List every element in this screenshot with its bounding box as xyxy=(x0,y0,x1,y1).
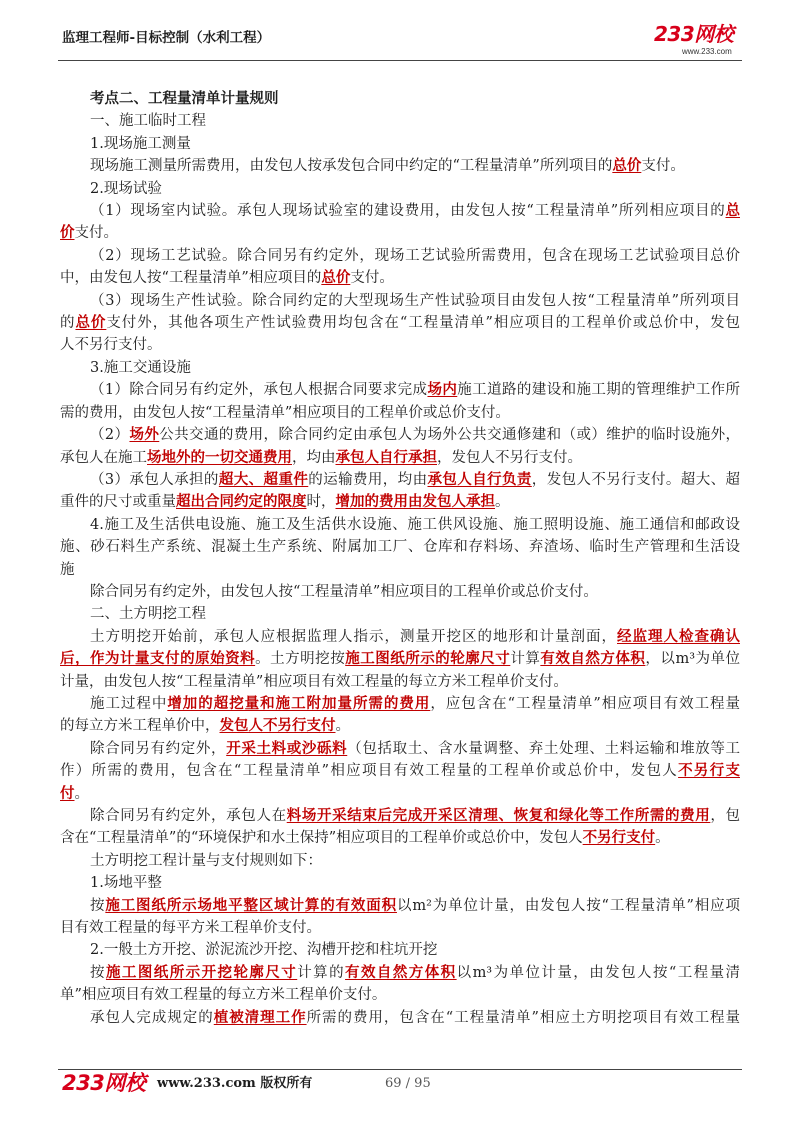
body-text-segment: 计算 xyxy=(510,651,541,668)
body-text-segment: 除合同另有约定外，承包人在 xyxy=(90,808,287,824)
body-text-segment: 施工过程中 xyxy=(90,695,168,712)
text-line xyxy=(60,200,740,222)
body-text-segment: 2.一般土方开挖、淤泥流沙开挖、沟槽开挖和柱坑开挖 xyxy=(90,942,438,959)
text-line xyxy=(60,514,740,536)
section-heading xyxy=(60,88,740,110)
highlighted-text: 施工图纸所示开挖轮廓尺寸 xyxy=(105,963,298,981)
highlighted-text: 总价 xyxy=(612,157,642,175)
highlighted-text: 不另行支付 xyxy=(582,829,656,847)
document-body xyxy=(60,88,740,1029)
body-text-segment: 所需的费用，包含在“工程量清单”相应土方明挖项目有效工程量 xyxy=(306,1009,741,1026)
highlighted-text: 发包人不另行支付 xyxy=(219,717,336,735)
text-line xyxy=(60,671,740,693)
text-line xyxy=(60,178,740,200)
footer-copyright: www.233.com 版权所有 xyxy=(157,1076,313,1091)
text-line xyxy=(60,379,740,401)
body-text-segment: 1.场地平整 xyxy=(90,875,162,892)
text-line xyxy=(60,850,740,872)
body-text-segment: 承包人完成规定的 xyxy=(90,1009,214,1026)
body-text-segment: 中，由发包人按“工程量清单”相应项目的 xyxy=(60,270,322,287)
body-text-segment: 2.现场试验 xyxy=(90,180,162,197)
header-title: 监理工程师-目标控制（水利工程） xyxy=(62,30,271,46)
body-text-segment: 重件的尺寸或重量 xyxy=(60,494,176,511)
text-line xyxy=(60,581,740,603)
text-line xyxy=(60,626,740,648)
text-line xyxy=(60,312,740,334)
body-text-segment: 二、土方明挖工程 xyxy=(90,606,206,623)
highlighted-text: 总价 xyxy=(75,314,107,332)
body-text-segment: 一、施工临时工程 xyxy=(90,113,206,130)
body-text-segment: 以m³为单位计量，由发包人按“工程量清 xyxy=(456,964,741,981)
body-text-segment: 施 xyxy=(60,561,75,578)
highlighted-text: 超出合同约定的限度 xyxy=(176,493,307,511)
body-text-segment: 单”相应项目有效工程量的每立方米工程单价支付。 xyxy=(60,987,387,1004)
footer-logo: 233网校 xyxy=(62,1071,146,1095)
body-text-segment: 公共交通的费用，除合同约定由承包人为场外公共交通修建和（或）维护的临时设施外， xyxy=(159,427,741,444)
body-text-segment: 承包人在施工 xyxy=(60,449,147,466)
body-text-segment: 支付。 xyxy=(74,225,118,242)
body-text-segment: ，均由 xyxy=(292,449,336,466)
text-line xyxy=(60,895,740,917)
text-line xyxy=(60,491,740,513)
text-line xyxy=(60,133,740,155)
body-text-segment: 支付外，其他各项生产性试验费用均包含在“工程量清单”相应项目的工程单价或总价中，发包 xyxy=(106,315,741,332)
highlighted-text: 总 xyxy=(725,202,740,220)
body-text-segment: ，包 xyxy=(710,808,741,824)
body-text-segment: 作）所需的费用，包含在“工程量清单”相应项目有效工程量的工程单价或总价中，发包人 xyxy=(60,763,679,780)
body-text-segment: 的每立方米工程单价中， xyxy=(60,718,220,735)
highlighted-text: 料场开采结束后完成开采区清理、恢复和绿化等工作所需的费用 xyxy=(286,807,711,824)
body-text-segment: （1）除合同另有约定外，承包人根据合同要求完成 xyxy=(90,382,428,399)
highlighted-text: 施工图纸所示场地平整区域计算的有效面积 xyxy=(105,896,397,914)
text-line xyxy=(60,872,740,894)
text-line xyxy=(60,402,740,424)
body-text-segment: 时， xyxy=(306,494,336,511)
body-text-segment: （2）现场工艺试验。除合同另有约定外，现场工艺试验所需费用，包含在现场工艺试验项目总价 xyxy=(90,247,740,264)
text-line xyxy=(60,424,740,446)
body-text-segment: 需的费用，由发包人按“工程量清单”相应项目的工程单价或总价支付。 xyxy=(60,404,510,421)
body-text-segment: 土方明挖工程计量与支付规则如下： xyxy=(90,852,322,869)
body-text-segment: （1）现场室内试验。承包人现场试验室的建设费用，由发包人按“工程量清单”所列相应项目的 xyxy=(90,203,726,220)
body-text-segment: 4.施工及生活供电设施、施工及生活供水设施、施工供风设施、施工照明设施、施工通信和邮政设 xyxy=(90,516,740,533)
text-line xyxy=(60,559,740,581)
page-number: 69 / 95 xyxy=(385,1076,431,1091)
highlighted-text: 后，作为计量支付的原始资料 xyxy=(60,650,256,668)
text-line xyxy=(60,267,740,289)
text-line xyxy=(60,939,740,961)
text-line xyxy=(60,469,740,491)
body-text-segment: 除合同另有约定外，由发包人按“工程量清单”相应项目的工程单价或总价支付。 xyxy=(90,583,598,600)
highlighted-text: 开采土料或沙砾料 xyxy=(226,739,348,757)
body-text-segment: ，发包人不另行支付。 xyxy=(437,449,582,466)
header-divider xyxy=(58,60,742,61)
body-text-segment: 施工道路的建设和施工期的管理维护工作所 xyxy=(457,382,741,399)
header-logo: 233网校 xyxy=(654,22,734,46)
highlighted-text: 付 xyxy=(60,784,75,802)
text-line xyxy=(60,827,740,849)
body-text-segment: 支付。 xyxy=(641,158,685,175)
footer-divider xyxy=(58,1069,742,1070)
text-line xyxy=(60,357,740,379)
text-line xyxy=(60,715,740,737)
text-line xyxy=(60,693,740,715)
text-line xyxy=(60,760,740,782)
highlighted-text: 总价 xyxy=(321,269,351,287)
text-line xyxy=(60,334,740,356)
text-line xyxy=(60,603,740,625)
body-text-segment: 以m²为单位计量，由发包人按“工程量清单”相应项 xyxy=(396,897,741,914)
highlighted-text: 场地外的一切交通费用 xyxy=(147,448,292,466)
highlighted-text: 植被清理工作 xyxy=(213,1008,307,1026)
body-text-segment: （包括取土、含水量调整、弃土处理、土料运输和堆放等工 xyxy=(347,740,741,757)
body-text-segment: 目有效工程量的每平方米工程单价支付。 xyxy=(60,920,321,937)
text-line xyxy=(60,962,740,984)
body-text-segment: 支付。 xyxy=(350,270,394,287)
body-text-segment: 。 xyxy=(495,494,510,511)
text-line xyxy=(60,536,740,558)
highlighted-text: 经监理人检查确认 xyxy=(617,627,740,645)
text-line xyxy=(60,290,740,312)
highlighted-text: 施工图纸所示的轮廓尺寸 xyxy=(345,650,511,668)
highlighted-text: 增加的超挖量和施工附加量所需的费用 xyxy=(167,694,431,712)
body-text-segment: 人不另行支付。 xyxy=(60,337,162,354)
body-text-segment: 。土方明挖按 xyxy=(255,651,346,668)
text-line xyxy=(60,1007,740,1029)
body-text-segment: 的 xyxy=(60,315,76,332)
body-text-segment: ，以m³为单位 xyxy=(645,651,741,668)
body-text-segment: 1.现场施工测量 xyxy=(90,135,191,152)
body-text-segment: 除合同另有约定外， xyxy=(90,740,227,757)
text-line xyxy=(60,245,740,267)
body-text-segment: 。 xyxy=(74,785,89,802)
highlighted-text: 有效自然方体积 xyxy=(345,963,457,981)
highlighted-text: 价 xyxy=(60,224,75,242)
body-text-segment: 计量，由发包人按“工程量清单”相应项目有效工程量的每立方米工程单价支付。 xyxy=(60,673,568,690)
highlighted-text: 场内 xyxy=(427,381,458,399)
text-line xyxy=(60,447,740,469)
text-line xyxy=(60,783,740,805)
body-text-segment: 计算的 xyxy=(297,964,346,981)
body-text-segment: 按 xyxy=(90,897,106,914)
body-text-segment: 施、砂石料生产系统、混凝土生产系统、附属加工厂、仓库和存料场、弃渣场、临时生产管理和生活设 xyxy=(60,539,740,556)
text-line xyxy=(60,984,740,1006)
body-text-segment: 。 xyxy=(335,718,350,735)
body-text-segment: （2） xyxy=(90,427,130,444)
highlighted-text: 场外 xyxy=(129,426,160,444)
body-text-segment: 含在“工程量清单”的“环境保护和水土保持”相应项目的工程单价或总价中，发包人 xyxy=(60,830,583,847)
text-line xyxy=(60,222,740,244)
body-text-segment: （3）现场生产性试验。除合同约定的大型现场生产性试验项目由发包人按“工程量清单”所列项目 xyxy=(90,292,740,309)
body-text-segment: 3.施工交通设施 xyxy=(90,359,191,376)
highlighted-text: 不另行支 xyxy=(678,762,740,780)
body-text-segment: （3）承包人承担的 xyxy=(90,471,219,488)
highlighted-text: 承包人自行承担 xyxy=(335,448,437,466)
body-text-segment: ，发包人不另行支付。超大、超 xyxy=(531,471,741,488)
body-text-segment: 现场施工测量所需费用，由发包人按承发包合同中约定的“工程量清单”所列项目的 xyxy=(90,158,613,175)
highlighted-text: 增加的费用由发包人承担 xyxy=(335,493,495,511)
body-text-segment: 按 xyxy=(90,964,106,981)
text-line xyxy=(60,738,740,760)
body-text-segment: 的运输费用，均由 xyxy=(308,471,428,488)
body-text-segment: ，应包含在“工程量清单”相应项目有效工程量 xyxy=(430,695,741,712)
highlighted-text: 有效自然方体积 xyxy=(540,650,646,668)
text-line xyxy=(60,110,740,132)
text-line xyxy=(60,155,740,177)
highlighted-text: 超大、超重件 xyxy=(218,470,309,488)
body-text-segment: 土方明挖开始前，承包人应根据监理人指示，测量开挖区的地形和计量剖面， xyxy=(90,628,617,645)
body-text-segment: 考点二、工程量清单计量规则 xyxy=(90,90,279,107)
header-logo-url: www.233.com xyxy=(682,47,732,56)
text-line xyxy=(60,805,740,827)
highlighted-text: 承包人自行负责 xyxy=(427,470,532,488)
text-line xyxy=(60,917,740,939)
body-text-segment: 。 xyxy=(655,830,670,847)
text-line xyxy=(60,648,740,670)
